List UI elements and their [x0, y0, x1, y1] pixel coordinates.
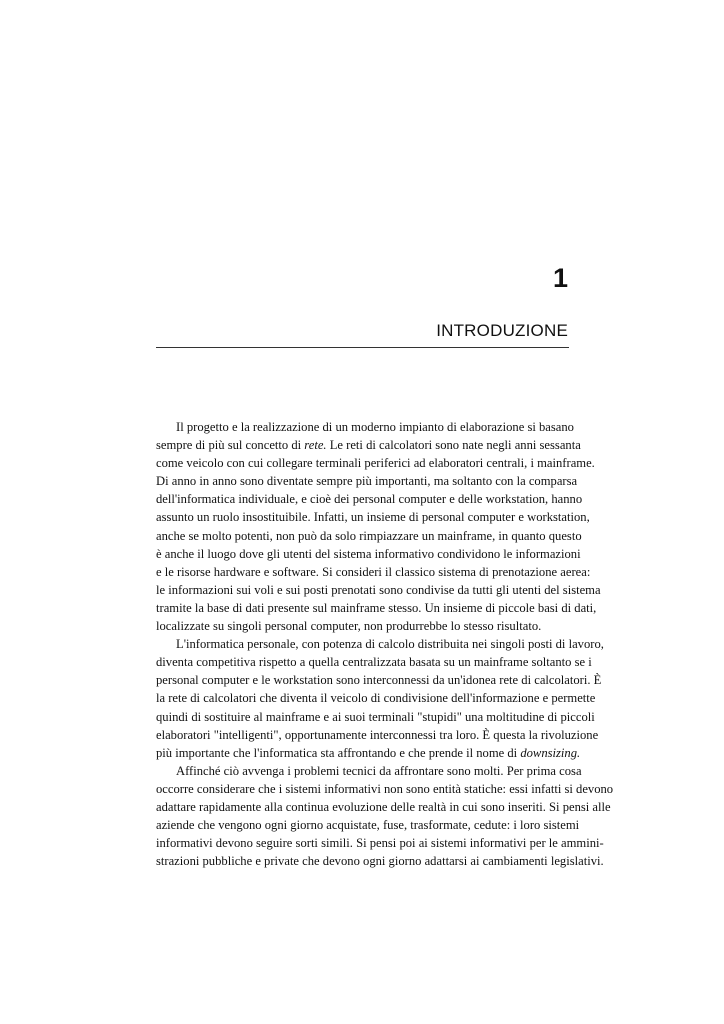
paragraph: [156, 635, 604, 762]
text-line: elaboratori "intelligenti", opportunamente interconnessi tra loro. È questa la rivoluzione: [156, 727, 599, 742]
text-line: Affinché ciò avvenga i problemi tecnici da affrontare sono molti. Per prima cosa: [176, 763, 582, 778]
paragraph: [156, 418, 601, 635]
title-rule: [156, 347, 569, 348]
text-line: informativi devono seguire sorti simili. Si pensi poi ai sistemi informativi per le ammini-: [156, 836, 604, 851]
text-line: e le risorse hardware e software. Si consideri il classico sistema di prenotazione aerea:: [156, 564, 591, 579]
text-line: Il progetto e la realizzazione di un moderno impianto di elaborazione si basano: [176, 420, 574, 434]
text-line: diventa competitiva rispetto a quella centralizzata basata su un mainframe soltanto se i: [156, 655, 592, 670]
text-line: localizzate su singoli personal computer, non produrrebbe lo stesso risultato.: [156, 619, 542, 634]
body-text: [156, 418, 614, 870]
italic-term: downsizing.: [520, 745, 581, 760]
text-line: dell'informatica individuale, e cioè dei personal computer e delle workstation, hanno: [156, 492, 583, 507]
text-line: personal computer e le workstation sono interconnessi da un'idonea rete di calcolatori. È: [156, 673, 602, 688]
text-line: adattare rapidamente alla continua evoluzione delle realtà in cui sono inseriti. Si pensi alle: [156, 799, 611, 814]
text-line: aziende che vengono ogni giorno acquistate, fuse, trasformate, cedute: i loro sistemi: [156, 818, 580, 833]
text-line: come veicolo con cui collegare terminali periferici ad elaboratori centrali, i mainframe.: [156, 456, 595, 471]
text-line: sempre di più sul concetto di rete. Le reti di calcolatori sono nate negli anni sessanta: [156, 438, 581, 453]
text-line: L'informatica personale, con potenza di calcolo distribuita nei singoli posti di lavoro,: [176, 637, 604, 652]
text-line: assunto un ruolo insostituibile. Infatti, un insieme di personal computer e workstation,: [156, 510, 590, 525]
text-line: Di anno in anno sono diventate sempre più importanti, ma soltanto con la comparsa: [156, 474, 578, 489]
chapter-number: 1: [552, 263, 568, 293]
text-line: quindi di sostituire al mainframe e ai suoi terminali "stupidi" una moltitudine di piccoli: [156, 709, 595, 724]
chapter-title: INTRODUZIONE: [436, 321, 568, 340]
italic-term: rete.: [304, 438, 327, 453]
text-line: è anche il luogo dove gli utenti del sistema informativo condividono le informazioni: [156, 546, 581, 561]
text-line: strazioni pubbliche e private che devono ogni giorno adattarsi ai cambiamenti legislativi.: [156, 854, 604, 869]
text-line: anche se molto potenti, non può da solo rimpiazzare un mainframe, in quanto questo: [156, 528, 582, 543]
text-line: tramite la base di dati presente sul mainframe stesso. Un insieme di piccole basi di dati,: [156, 600, 597, 615]
text-line: più importante che l'informatica sta affrontando e che prende il nome di downsizing.: [156, 745, 581, 760]
text-line: le informazioni sui voli e sui posti prenotati sono condivise da tutti gli utenti del sistema: [156, 582, 601, 597]
text-line: la rete di calcolatori che diventa il veicolo di condivisione dell'informazione e permette: [156, 691, 596, 706]
paragraph: [156, 762, 614, 871]
text-line: occorre considerare che i sistemi informativi non sono entità statiche: essi infatti si devono: [156, 781, 614, 796]
